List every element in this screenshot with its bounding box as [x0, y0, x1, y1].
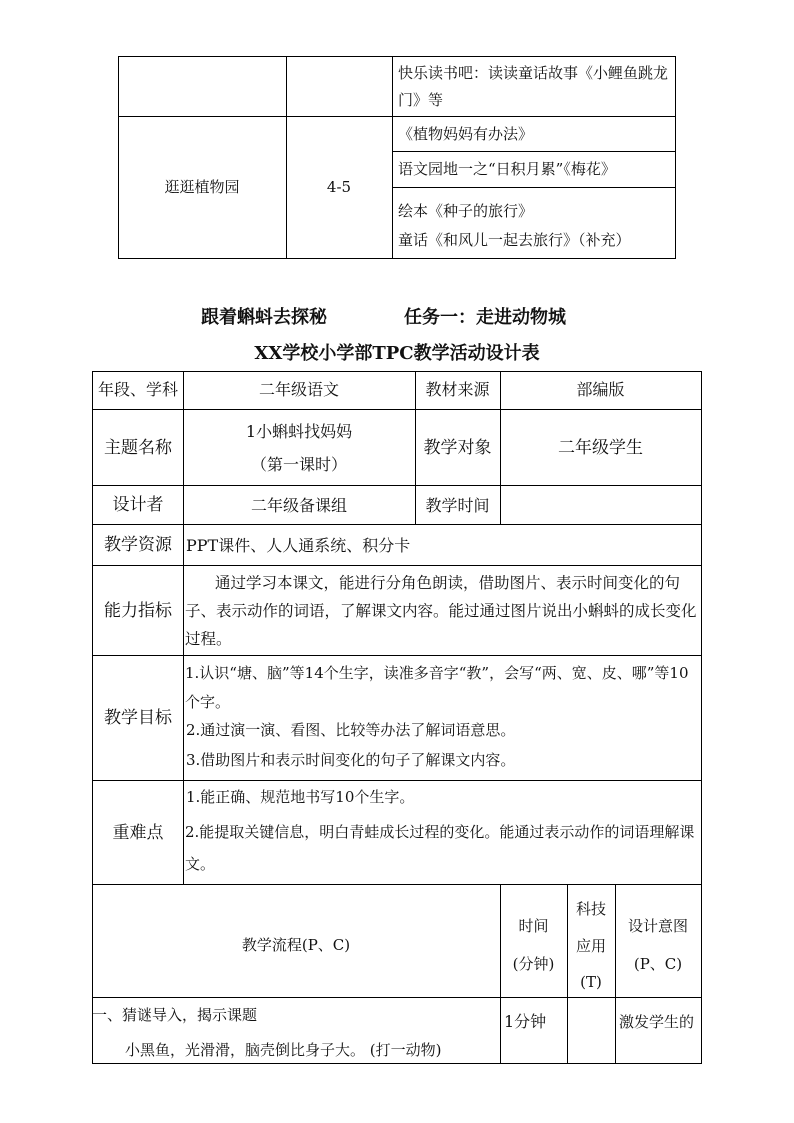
ability-text: 通过学习本课文，能进行分角色朗读，借助图片、表示时间变化的句子、表示动作的词语，了解课文内容。能过通过图片说出小蝌蚪的成长变化过程。: [185, 574, 697, 648]
goal-item: 3.借助图片和表示时间变化的句子了解课文内容。: [186, 751, 516, 769]
key-point-item: 2.能提取关键信息，明白青蛙成长过程的变化。能通过表示动作的词语理解课文。: [185, 823, 695, 873]
resource-label: 教学资源: [104, 535, 172, 555]
unit-item: 绘本《种子的旅行》: [398, 202, 534, 220]
unit-item: 《植物妈妈有办法》: [398, 125, 534, 143]
sub-heading: XX学校小学部TPC教学活动设计表: [254, 343, 540, 364]
topic-value: 1小蝌蚪找妈妈: [245, 422, 353, 441]
source-label: 教材来源: [425, 380, 490, 399]
designer-label: 设计者: [112, 495, 164, 515]
intent-header: 设计意图: [627, 917, 688, 935]
designer-value: 二年级备课组: [250, 496, 347, 515]
time-header-unit: (分钟): [512, 955, 555, 973]
target-value: 二年级学生: [558, 438, 643, 458]
target-label: 教学对象: [423, 438, 492, 458]
source-value: 部编版: [576, 380, 625, 399]
topic-label: 主题名称: [104, 438, 172, 458]
goals-label: 教学目标: [104, 708, 172, 728]
tech-header-3: (T): [580, 973, 602, 991]
grade-label: 年段、学科: [97, 380, 178, 399]
goal-item: 1.认识“塘、脑”等14个生字，读准多音字“教”，会写“两、宽、皮、哪”等10个字。: [185, 664, 689, 711]
resource-value: PPT课件、人人通系统、积分卡: [186, 536, 411, 555]
step1-text: 小黑鱼，光滑滑，脑壳倒比身子大。 (打一动物): [125, 1041, 442, 1059]
goal-item: 2.通过演一演、看图、比较等办法了解词语意思。: [186, 721, 516, 739]
unit-weeks: 4-5: [326, 178, 352, 196]
step1-intent: 激发学生的: [619, 1013, 695, 1031]
unit-item: 童话《和风儿一起去旅行》（补充）: [398, 231, 631, 249]
grade-value: 二年级语文: [258, 380, 339, 399]
ability-label: 能力指标: [104, 601, 172, 621]
tech-header: 科技: [575, 900, 606, 918]
time-header: 时间: [518, 917, 549, 935]
key-point-item: 1.能正确、规范地书写10个生字。: [186, 788, 415, 806]
intent-header-2: (P、C): [633, 955, 683, 973]
step1-time: 1分钟: [504, 1012, 547, 1031]
key-points-label: 重难点: [112, 823, 164, 843]
lesson-happy-reading: 快乐读书吧：读读童话故事《小鲤鱼跳龙门》等: [398, 64, 669, 109]
time-label: 教学时间: [425, 496, 490, 515]
unit-item: 语文园地一之“日积月累”《梅花》: [398, 160, 616, 178]
main-heading: 跟着蝌蚪去探秘: [201, 307, 327, 328]
topic-value-session: （第一课时）: [250, 455, 347, 474]
unit-name: 逛逛植物园: [164, 178, 240, 196]
flow-header: 教学流程(P、C): [241, 936, 351, 954]
step1-title: 一、猜谜导入，揭示课题: [92, 1006, 258, 1024]
tech-header-2: 应用: [575, 937, 606, 955]
task-heading: 任务一：走进动物城: [404, 307, 566, 328]
